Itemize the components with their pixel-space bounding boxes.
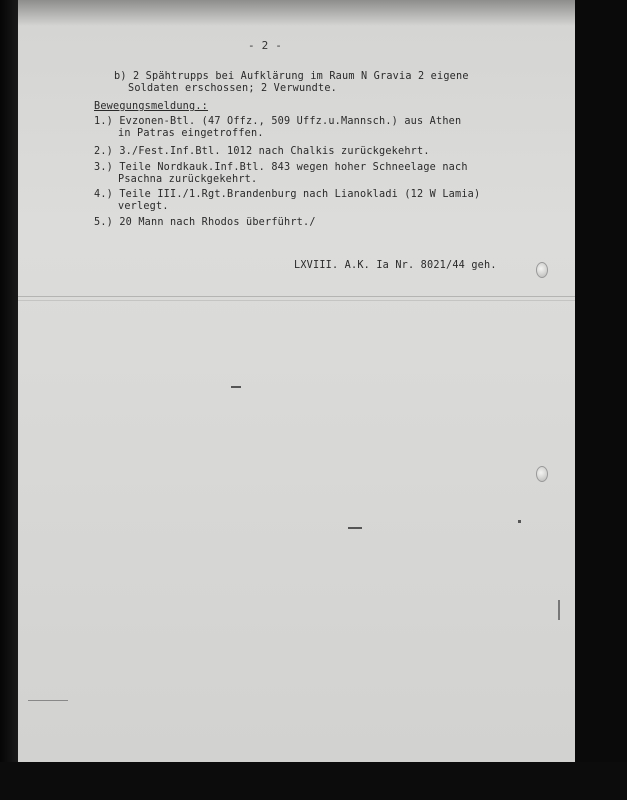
movement-4-line1: 4.) Teile III./1.Rgt.Brandenburg nach Lianokladi (12 W Lamia): [94, 189, 481, 200]
movement-heading: Bewegungsmeldung.:: [94, 101, 209, 112]
reference-number: LXVIII. A.K. Ia Nr. 8021/44 geh.: [294, 260, 497, 271]
movement-3-line1: 3.) Teile Nordkauk.Inf.Btl. 843 wegen hoher Schneelage nach: [94, 162, 468, 173]
fold-line-secondary: [18, 300, 575, 301]
scan-speck: [348, 527, 362, 529]
movement-4-line2: verlegt.: [118, 201, 169, 212]
scan-speck: [558, 600, 560, 620]
scan-speck: [231, 386, 241, 388]
scan-speck: [28, 700, 68, 701]
scan-left-edge: [0, 0, 18, 800]
scan-right-border: [575, 0, 627, 800]
punch-hole-upper: [536, 262, 548, 278]
movement-1-line2: in Patras eingetroffen.: [118, 128, 264, 139]
movement-5-line1: 5.) 20 Mann nach Rhodos überführt./: [94, 217, 316, 228]
page-number: - 2 -: [248, 39, 283, 52]
movement-2-line1: 2.) 3./Fest.Inf.Btl. 1012 nach Chalkis zurückgekehrt.: [94, 146, 430, 157]
fold-line: [18, 296, 575, 297]
page-top-shadow: [18, 0, 575, 26]
scan-bottom-border: [0, 762, 627, 800]
movement-1-line1: 1.) Evzonen-Btl. (47 Offz., 509 Uffz.u.Mannsch.) aus Athen: [94, 116, 462, 127]
document-page: [18, 0, 575, 762]
scan-speck: [518, 520, 521, 523]
movement-3-line2: Psachna zurückgekehrt.: [118, 174, 258, 185]
item-b-line1: b) 2 Spähtrupps bei Aufklärung im Raum N Gravia 2 eigene: [114, 71, 469, 82]
punch-hole-lower: [536, 466, 548, 482]
item-b-line2: Soldaten erschossen; 2 Verwundte.: [128, 83, 338, 94]
